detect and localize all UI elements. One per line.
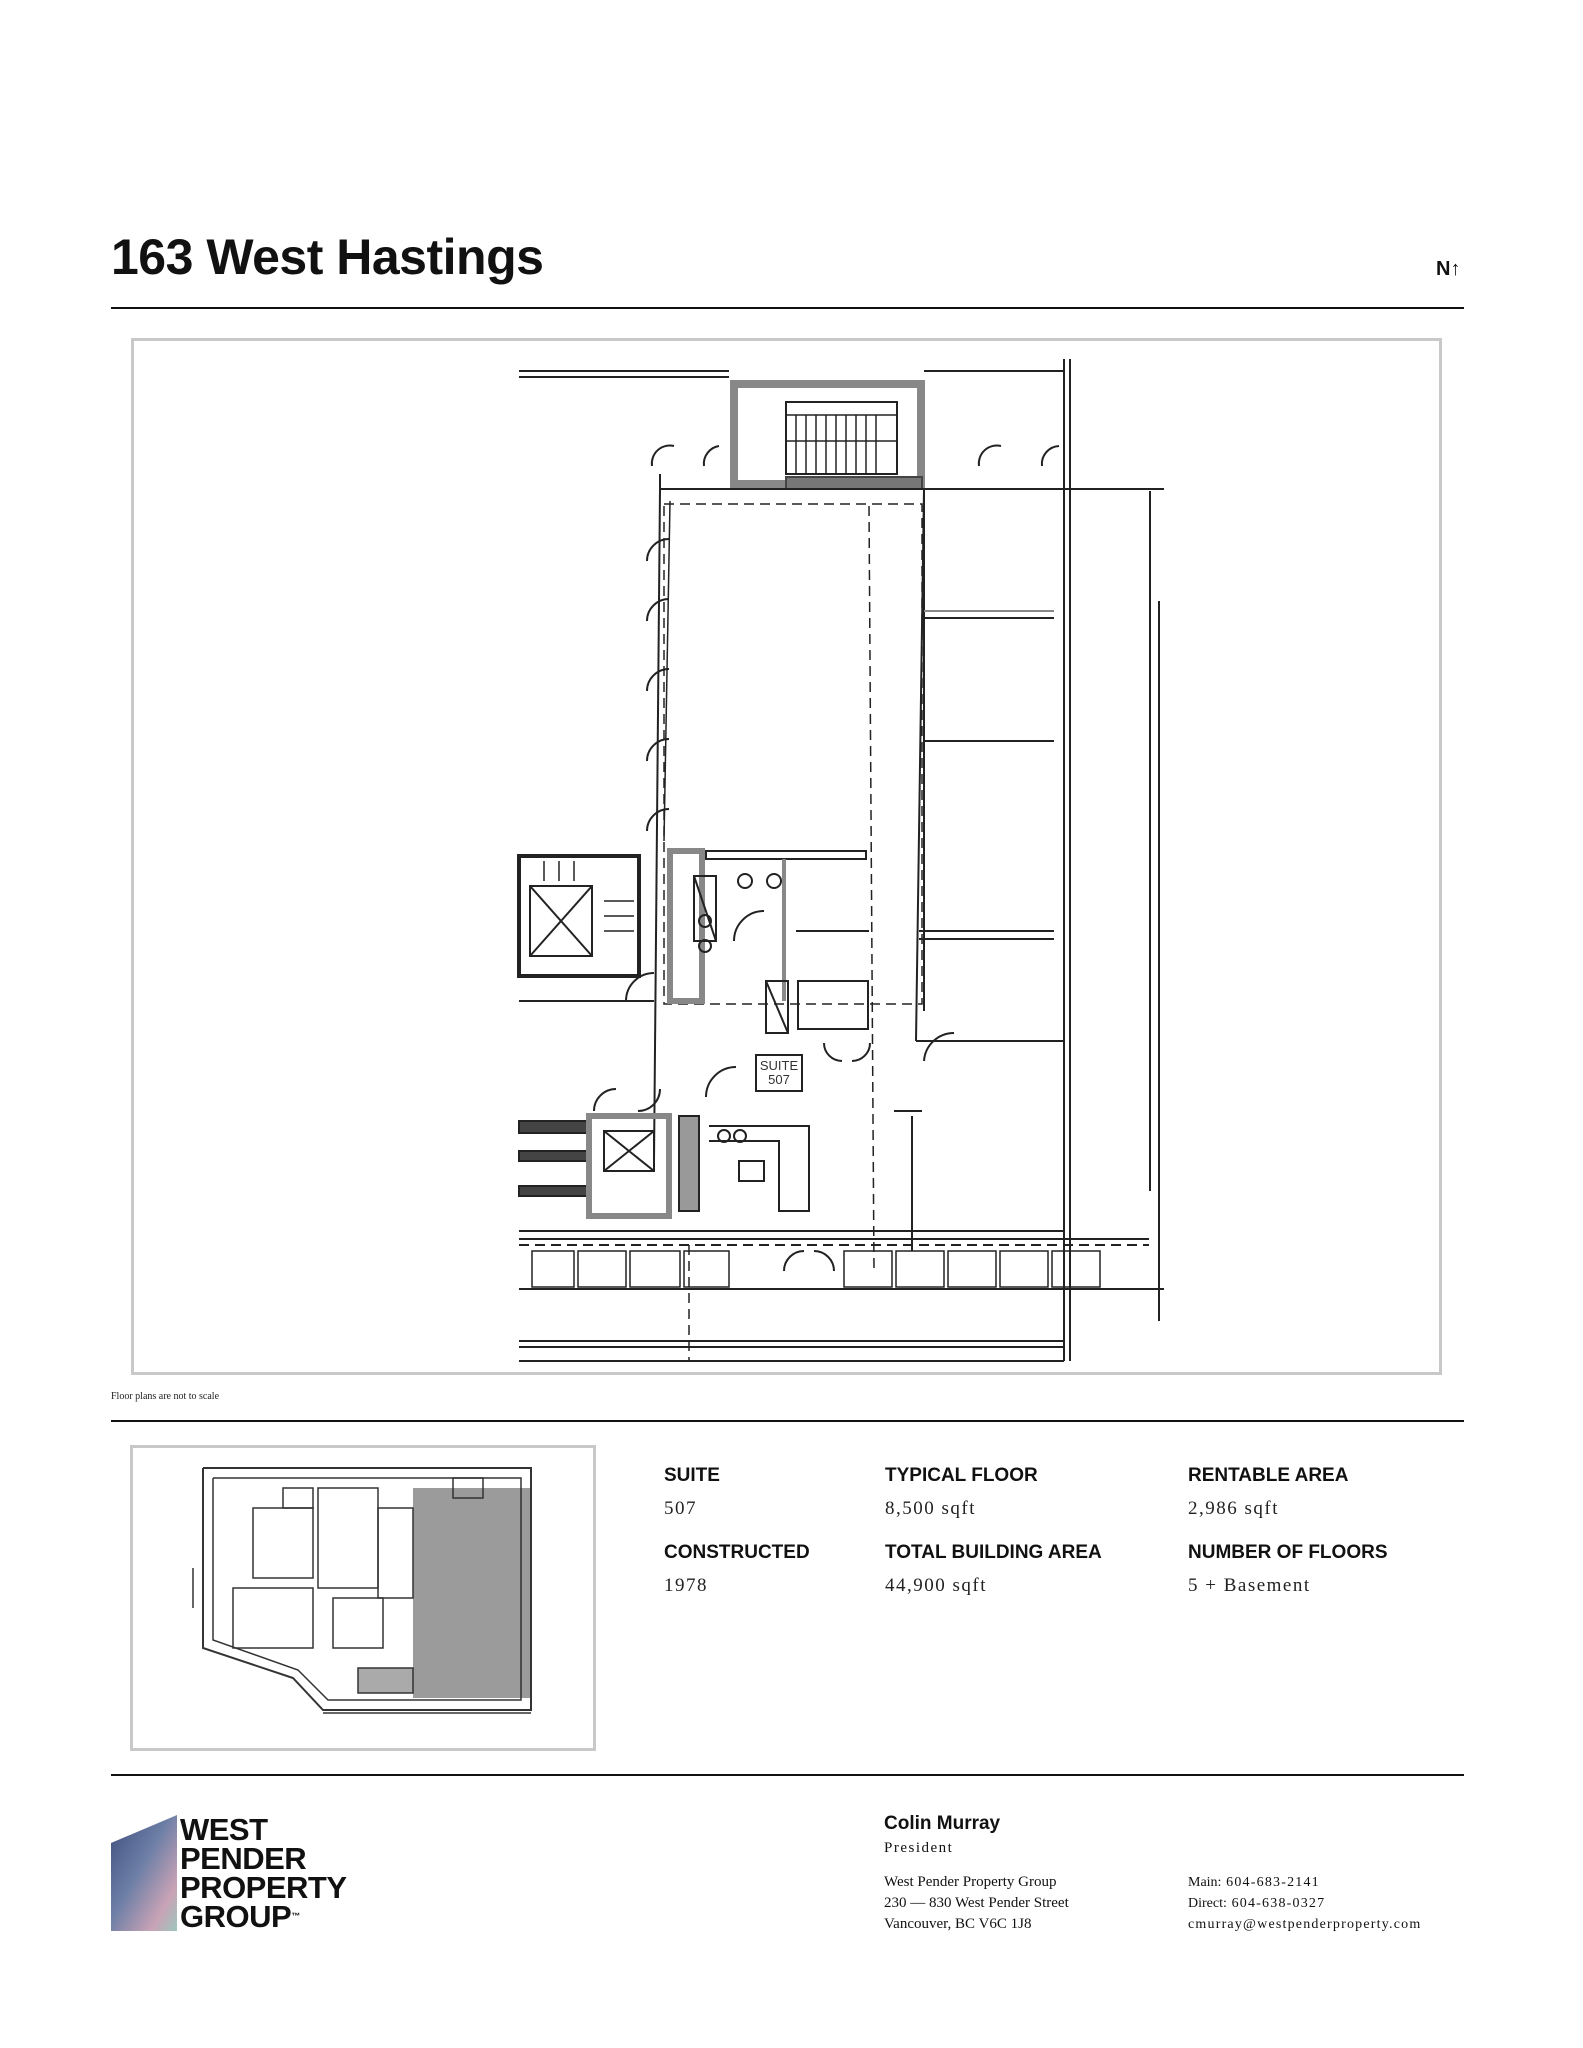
- stat-suite-label: SUITE: [664, 1465, 720, 1486]
- stat-typical-floor-label: TYPICAL FLOOR: [885, 1465, 1038, 1486]
- north-indicator: N↑: [1436, 258, 1461, 280]
- contact-email[interactable]: cmurray@westpenderproperty.com: [1188, 1917, 1422, 1932]
- floor-plan-frame: [131, 338, 1442, 1375]
- stat-typical-floor-value: 8,500 sqft: [885, 1498, 976, 1519]
- contact-name: Colin Murray: [884, 1813, 1001, 1834]
- page-title: 163 West Hastings: [111, 229, 544, 285]
- floor-plan-drawing: [134, 341, 1439, 1372]
- stat-floors-value: 5 + Basement: [1188, 1575, 1311, 1596]
- contact-role: President: [884, 1840, 954, 1856]
- contact-phones: Main: 604-683-2141 Direct: 604-638-0327 cmurray@westpenderproperty.com: [1188, 1872, 1421, 1935]
- stat-rentable-area-label: RENTABLE AREA: [1188, 1465, 1349, 1486]
- top-divider: [111, 307, 1464, 309]
- direct-phone[interactable]: 604-638-0327: [1231, 1896, 1326, 1911]
- stat-suite-value: 507: [664, 1498, 697, 1519]
- suite-label: SUITE: [759, 1058, 799, 1073]
- bottom-divider: [111, 1774, 1464, 1776]
- plan-scale-note: Floor plans are not to scale: [111, 1391, 220, 1402]
- key-plan-frame: [130, 1445, 596, 1751]
- stat-rentable-area-value: 2,986 sqft: [1188, 1498, 1279, 1519]
- suite-number: 507: [768, 1072, 790, 1087]
- stat-total-area-value: 44,900 sqft: [885, 1575, 987, 1596]
- stat-constructed-label: CONSTRUCTED: [664, 1542, 810, 1563]
- middle-divider: [111, 1420, 1464, 1422]
- main-phone[interactable]: 604-683-2141: [1226, 1875, 1320, 1890]
- stat-floors-label: NUMBER OF FLOORS: [1188, 1542, 1388, 1563]
- company-logo-text: WEST PENDER PROPERTY GROUP™: [180, 1812, 347, 1934]
- stat-total-area-label: TOTAL BUILDING AREA: [885, 1542, 1102, 1563]
- contact-address: West Pender Property Group 230 — 830 West Pender Street Vancouver, BC V6C 1J8: [884, 1874, 1069, 1932]
- stat-constructed-value: 1978: [664, 1575, 708, 1596]
- company-logo-mark: [111, 1815, 179, 1931]
- key-plan-drawing: [133, 1448, 593, 1748]
